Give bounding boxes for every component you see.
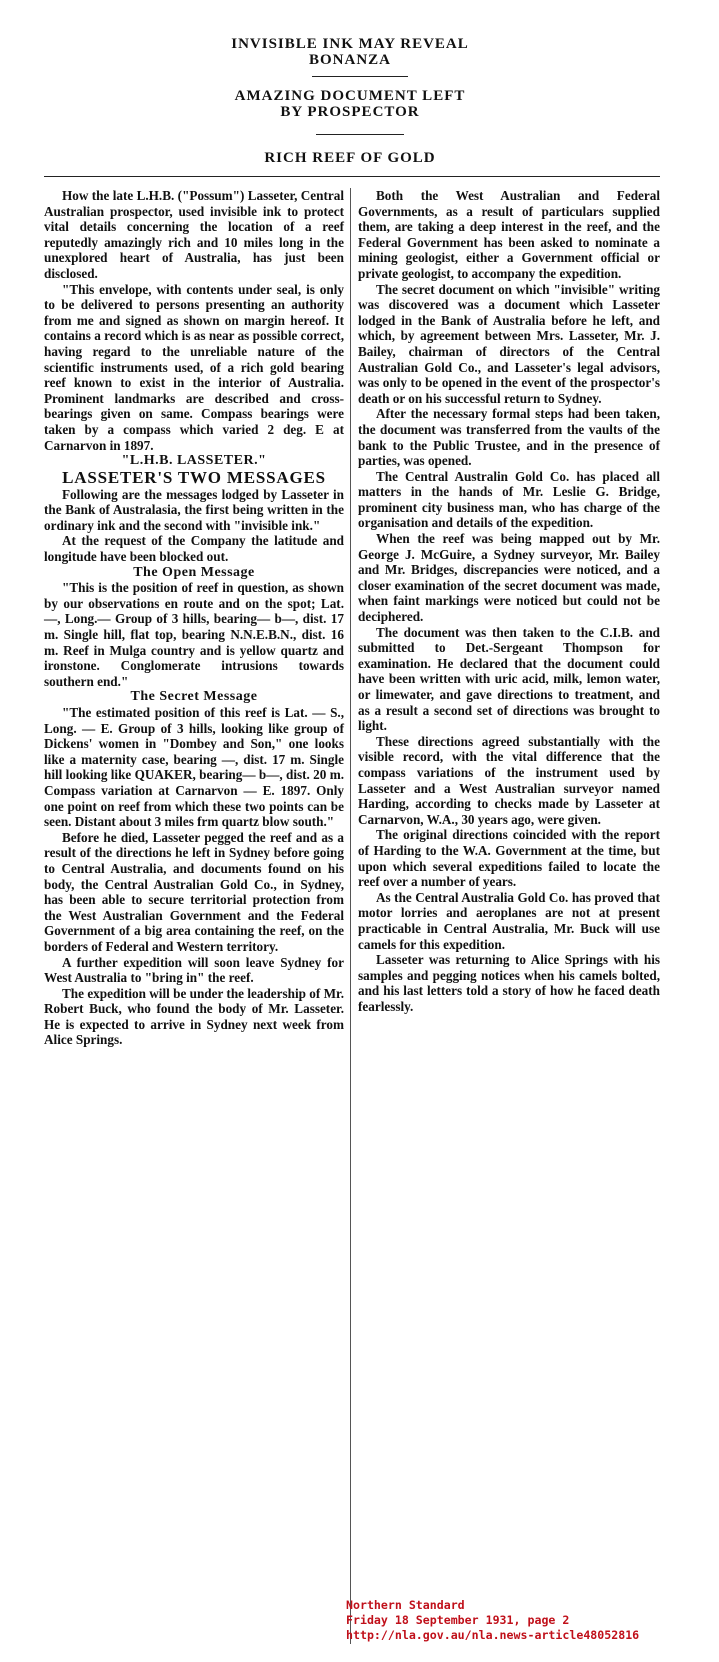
subheadline-line-1: AMAZING DOCUMENT LEFT (234, 88, 466, 104)
signature-line: "L.H.B. LASSETER." (121, 453, 267, 469)
header-rule (44, 176, 660, 177)
headline-line-2: BONANZA (308, 52, 391, 68)
credit-date: Friday 18 September 1931, page 2 (346, 1613, 570, 1627)
article-paragraph: "The estimated position of this reef is Lat. — S., Long. — E. Group of 3 hills, looking like group of Dickens' women in "Dombey and Son," one looks like a maternity case, bearing —, dist. 17 m. Single hill looking like QUAKER, bearing— b—, dist. 20 m. Compass variation at Carnarvon — E. 1897. Only one point on reef from which these two points can be seen. Distant about 3 miles frm quartz blow south." (44, 705, 344, 830)
article-paragraph: Before he died, Lasseter pegged the reef and as a result of the directions he left in Sydney before going to Central Australia, and documents found on his body, the Central Australian Gold Co., in Sydney, has been able to secure territorial protection from the West Australian Government and the Federal Government of a big area containing the reef, on the borders of Federal and Western territory. (44, 829, 344, 954)
credit-url: http://nla.gov.au/nla.news-article48052816 (346, 1628, 640, 1642)
headline-rule-2 (316, 134, 404, 135)
article-paragraph: "This envelope, with contents under seal, is only to be delivered to persons presenting an authority from me and signed as shown on margin hereof. It contains a record which is as near as possible correct, having regard to the unreliable nature of the scientific instruments used, of a rich gold bearing reef known to exist in the interior of Australia. Prominent landmarks are described and cross-bearings given on same. Compass bearings were taken by a compass which varied 2 deg. E at Carnarvon in 1897. (44, 281, 344, 453)
article-paragraph: The expedition will be under the leadership of Mr. Robert Buck, who found the body of Mr. Lasseter. He is expected to arrive in Sydney next week from Alice Springs. (44, 985, 344, 1048)
credit-publication: Northern Standard (346, 1598, 465, 1612)
article-paragraph: As the Central Australia Gold Co. has proved that motor lorries and aeroplanes are not at present practicable in Central Australia, Mr. Buck will use camels for this expedition. (358, 889, 660, 952)
article-paragraph: A further expedition will soon leave Sydney for West Australia to "bring in" the reef. (44, 954, 344, 986)
article-paragraph: At the request of the Company the latitude and longitude have been blocked out. (44, 533, 344, 565)
article-paragraph: "This is the position of reef in question, as shown by our observations en route and on the spot; Lat. —, Long.— Group of 3 hills, bearing— b—, dist. 17 m. Single hill, flat top, bearing N.N.E.B.N., dist. 16 m. Reef in Mulga country and is yellow quartz and ironstone. Conglomerate intrusions towards southern end." (44, 580, 344, 689)
article-paragraph: The Central Australin Gold Co. has placed all matters in the hands of Mr. Leslie G. Bridge, prominent city business man, who has charge of the organisation and details of the expedition. (358, 468, 660, 531)
article-paragraph: Lasseter was returning to Alice Springs with his samples and pegging notices when his camels bolted, and his last letters told a story of how he faced death fearlessly. (358, 952, 660, 1014)
right-column (358, 188, 660, 1014)
article-paragraph: When the reef was being mapped out by Mr. George J. McGuire, a Sydney surveyor, Mr. Bailey and Mr. Bridges, discrepancies were noticed, and a closer examination of the secret document was made, when faint markings were noticed but could not be deciphered. (358, 531, 660, 625)
section-subhead: The Secret Message (130, 689, 258, 705)
article-paragraph: The original directions coincided with the report of Harding to the W.A. Government at the time, but upon which several expeditions failed to locate the reef over a number of years. (358, 827, 660, 890)
subheadline-line-2: BY PROSPECTOR (280, 104, 420, 120)
article-paragraph: The document was then taken to the C.I.B. and submitted to Det.-Sergeant Thompson for examination. He declared that the document could have been written with uric acid, milk, lemon water, or limewater, and gave directions to treatment, and as a result a second set of directions was brought to light. (358, 624, 660, 734)
article-paragraph: After the necessary formal steps had been taken, the document was transferred from the vaults of the bank to the Public Trustee, and in the presence of parties, was opened. (358, 406, 660, 469)
article-paragraph: Following are the messages lodged by Lasseter in the Bank of Australasia, the first being written in the ordinary ink and the second with "invisible ink." (44, 486, 344, 533)
article-paragraph: These directions agreed substantially with the visible record, with the vital difference that the compass variations of the instrument used by Lasseter and a West Australian surveyor named Harding, according to checks made by Lasseter at Carnarvon, W.A., 30 years ago, were given. (358, 733, 660, 827)
source-credit (346, 1598, 716, 1643)
article-paragraph: Both the West Australian and Federal Governments, as a result of particulars supplied them, are taking a deep interest in the reef, and the Federal Government has been asked to nominate a mining geologist, either a Government official or private geologist, to accompany the expedition. (358, 188, 660, 281)
section-subhead: LASSETER'S TWO MESSAGES (62, 467, 326, 487)
article-paragraph: The secret document on which "invisible" writing was discovered was a document which Lasseter lodged in the Bank of Australia before he left, and which, by agreement between Mrs. Lasseter, Mr. J. Bailey, chairman of directors of the Central Australian Gold Co., and Lasseter's legal advisors, was only to be opened in the event of the prospector's death or on his successful return to Sydney. (358, 281, 660, 406)
subheadline-line-3: RICH REEF OF GOLD (264, 150, 436, 166)
left-column (44, 188, 344, 1048)
column-divider (350, 188, 351, 1644)
section-subhead: The Open Message (133, 564, 255, 580)
article-paragraph: How the late L.H.B. ("Possum") Lasseter, Central Australian prospector, used invisible ink to protect vital details concerning the location of a reef reputedly amazingly rich and 10 miles long in the unexplored heart of Australia, has just been disclosed. (44, 188, 344, 281)
headline-rule-1 (312, 76, 408, 77)
headline-line-1: INVISIBLE INK MAY REVEAL (231, 36, 469, 52)
